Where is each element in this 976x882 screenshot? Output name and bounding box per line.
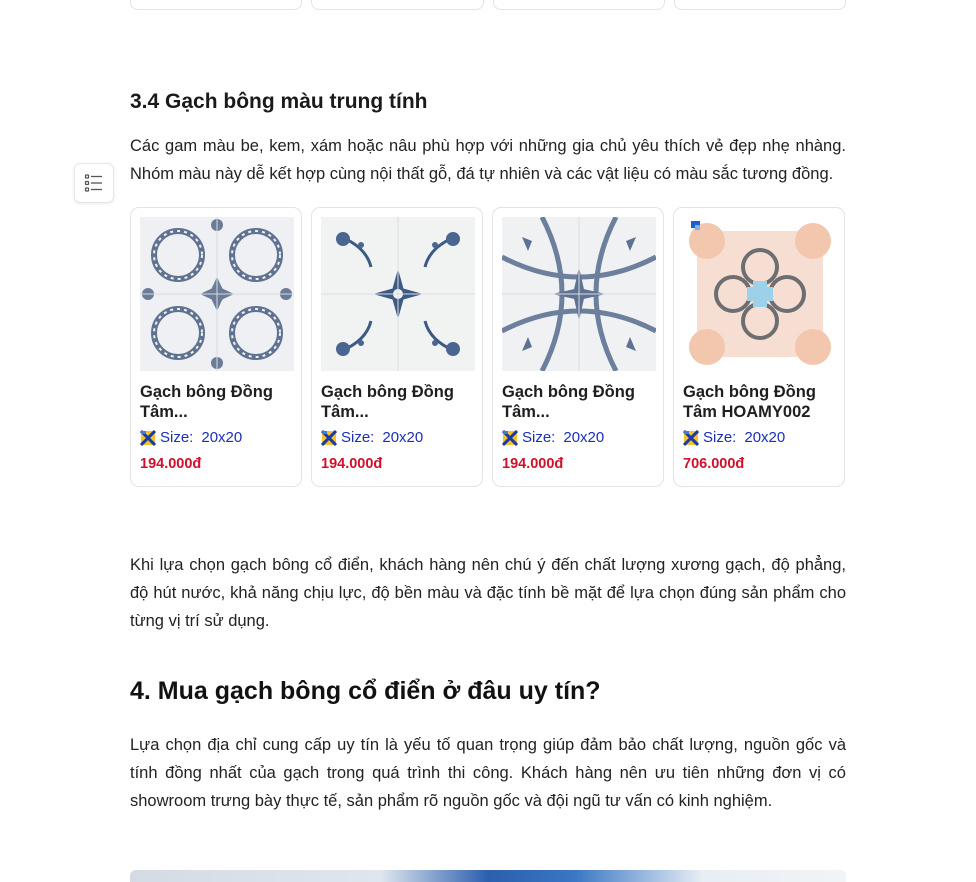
product-price: 194.000đ (321, 456, 383, 472)
previous-product-cards (130, 0, 846, 10)
advice-paragraph: Khi lựa chọn gạch bông cổ điển, khách hàng nên chú ý đến chất lượng xương gạch, độ phẳng, độ hút nước, khả năng chịu lực, độ bền màu và đặc tính bề mặt để lựa chọn đúng sản phẩm cho từng vị trí sử dụng. (130, 556, 846, 630)
size-tile-icon (321, 430, 337, 446)
table-of-contents-button[interactable] (74, 163, 114, 203)
product-image[interactable] (321, 217, 475, 371)
product-price: 194.000đ (140, 456, 202, 472)
product-card-partial[interactable] (674, 0, 846, 10)
product-name[interactable]: Gạch bông Đồng Tâm... (140, 383, 273, 421)
size-value: 20x20 (201, 429, 243, 446)
product-card-row (130, 207, 846, 487)
article-image-partial (130, 870, 846, 882)
product-image[interactable] (502, 217, 656, 371)
size-label: Size: (160, 429, 194, 446)
section-heading: 3.4 Gạch bông màu trung tính (130, 90, 428, 113)
product-name[interactable]: Gạch bông Đồng Tâm... (502, 383, 635, 421)
where-to-buy-paragraph: Lựa chọn địa chỉ cung cấp uy tín là yếu tố quan trọng giúp đảm bảo chất lượng, nguồn gốc và tính đồng nhất của gạch trong quá trình thi công. Khách hàng nên ưu tiên những đơn vị có showroom trưng bày thực tế, sản phẩm rõ nguồn gốc và đội ngũ tư vấn có kinh nghiệm. (130, 736, 846, 810)
product-price: 194.000đ (502, 456, 564, 472)
size-value: 20x20 (382, 429, 424, 446)
size-label: Size: (703, 429, 737, 446)
product-size (502, 429, 654, 446)
product-image[interactable] (140, 217, 294, 371)
size-value: 20x20 (563, 429, 605, 446)
size-tile-icon (140, 430, 156, 446)
product-name[interactable]: Gạch bông Đồng Tâm... (321, 383, 454, 421)
product-name[interactable]: Gạch bông Đồng Tâm HOAMY002 (683, 383, 816, 421)
product-price: 706.000đ (683, 456, 745, 472)
size-tile-icon (683, 430, 699, 446)
product-card[interactable] (673, 207, 845, 487)
size-tile-icon (502, 430, 518, 446)
size-label: Size: (522, 429, 556, 446)
product-image[interactable] (683, 217, 837, 371)
size-value: 20x20 (744, 429, 786, 446)
article-content (130, 86, 846, 815)
product-card[interactable] (492, 207, 664, 487)
product-card-partial[interactable] (493, 0, 665, 10)
product-card-partial[interactable] (311, 0, 483, 10)
section-heading-4: 4. Mua gạch bông cổ điển ở đâu uy tín? (130, 677, 601, 705)
product-card[interactable] (130, 207, 302, 487)
product-card-partial[interactable] (130, 0, 302, 10)
product-size (140, 429, 292, 446)
product-size (683, 429, 835, 446)
product-card[interactable] (311, 207, 483, 487)
section-intro: Các gam màu be, kem, xám hoặc nâu phù hợp với những gia chủ yêu thích vẻ đẹp nhẹ nhàng. Nhóm màu này dễ kết hợp cùng nội thất gỗ, đá tự nhiên và các vật liệu có màu sắc tương đồng. (130, 137, 846, 183)
size-label: Size: (341, 429, 375, 446)
list-icon (84, 173, 104, 193)
product-size (321, 429, 473, 446)
